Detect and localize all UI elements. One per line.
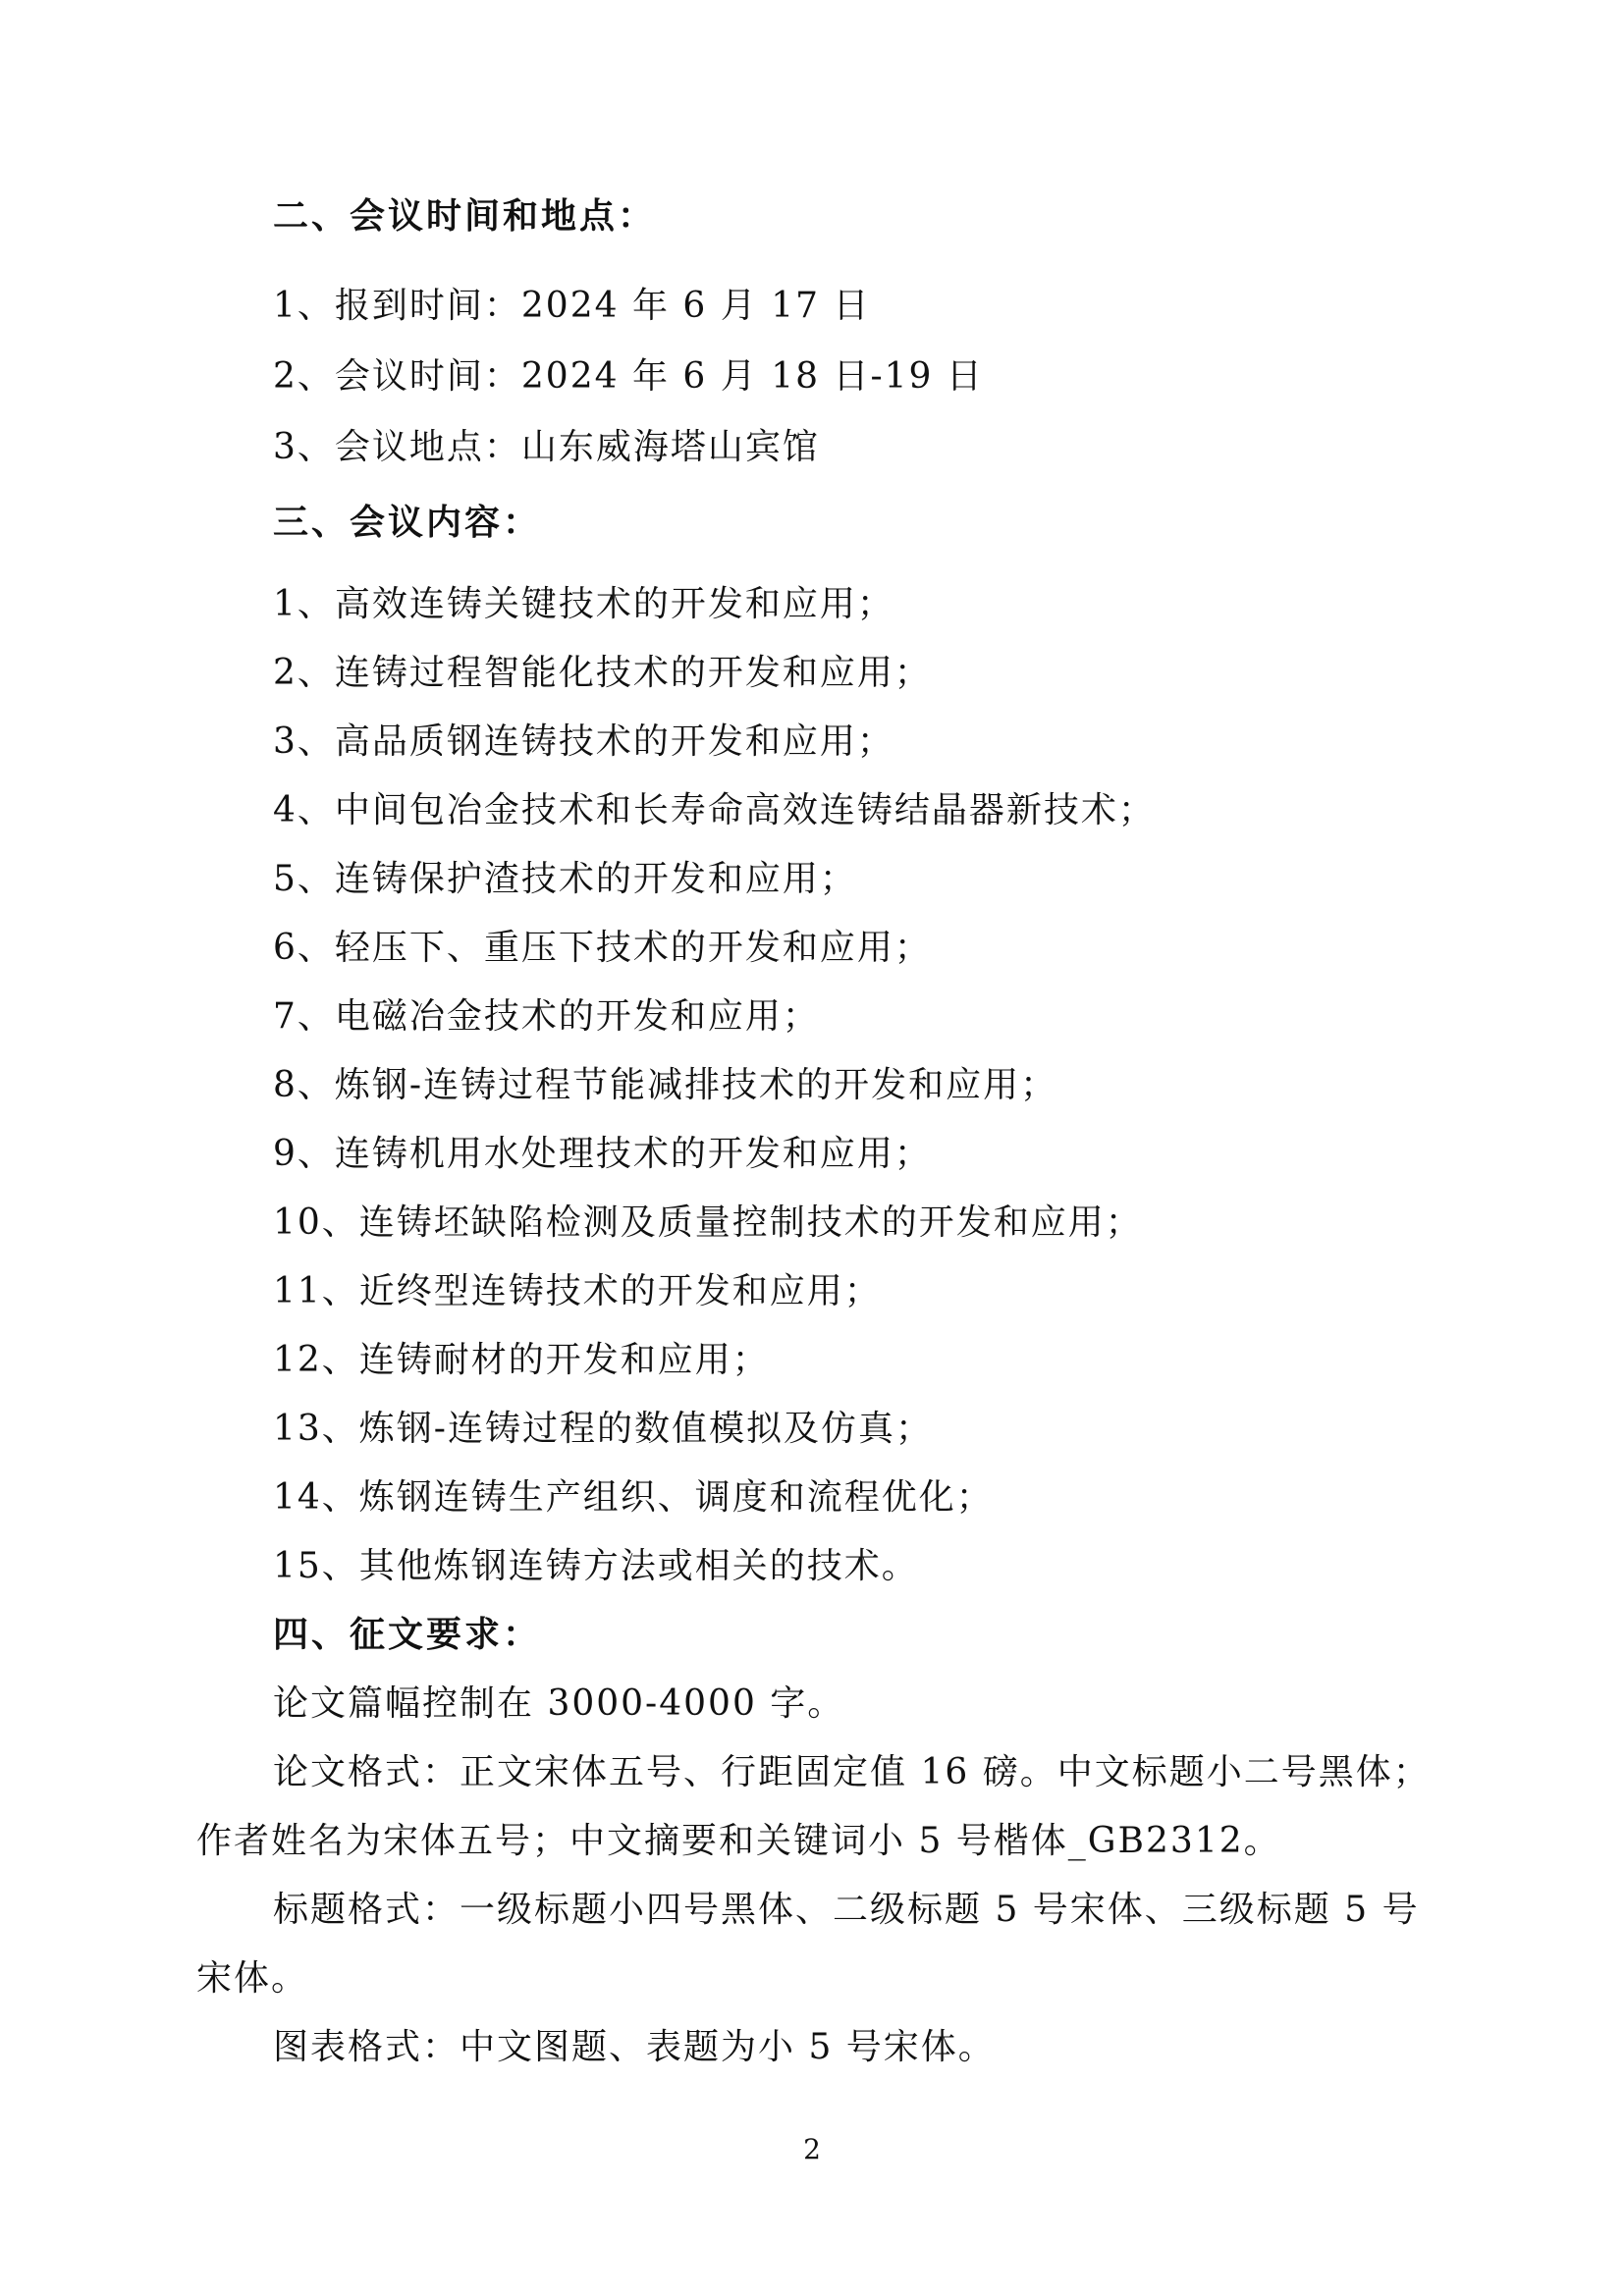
topic-item: 6、轻压下、重压下技术的开发和应用；	[273, 928, 932, 968]
topic-item: 14、炼钢连铸生产组织、调度和流程优化；	[273, 1477, 994, 1518]
topic-item: 13、炼钢-连铸过程的数值模拟及仿真；	[273, 1409, 933, 1449]
topic-item: 15、其他炼钢连铸方法或相关的技术。	[273, 1546, 919, 1586]
title-format-line1: 标题格式：一级标题小四号黑体、二级标题 5 号宋体、三级标题 5 号	[273, 1890, 1420, 1930]
schedule-item: 3、会议地点：山东威海塔山宾馆	[273, 427, 820, 467]
topic-item: 11、近终型连铸技术的开发和应用；	[273, 1271, 882, 1311]
paper-length: 论文篇幅控制在 3000-4000 字。	[273, 1683, 845, 1724]
topic-item: 8、炼钢-连铸过程节能减排技术的开发和应用；	[273, 1065, 1058, 1105]
section2-heading: 二、会议时间和地点：	[273, 196, 657, 237]
topic-item: 5、连铸保护渣技术的开发和应用；	[273, 859, 857, 899]
topic-item: 7、电磁冶金技术的开发和应用；	[273, 996, 820, 1037]
topic-item: 9、连铸机用水处理技术的开发和应用；	[273, 1134, 932, 1174]
topic-item: 12、连铸耐材的开发和应用；	[273, 1340, 770, 1380]
figure-format: 图表格式：中文图题、表题为小 5 号宋体。	[273, 2027, 996, 2067]
topic-item: 1、高效连铸关键技术的开发和应用；	[273, 584, 894, 624]
topic-item: 3、高品质钢连铸技术的开发和应用；	[273, 721, 894, 762]
section4-heading: 四、征文要求：	[273, 1615, 542, 1655]
title-format-line2: 宋体。	[196, 1958, 309, 1999]
section3-heading: 三、会议内容：	[273, 503, 542, 543]
schedule-item: 1、报到时间：2024 年 6 月 17 日	[273, 286, 871, 326]
paper-format-line1: 论文格式：正文宋体五号、行距固定值 16 磅。中文标题小二号黑体；	[273, 1752, 1431, 1792]
topic-item: 10、连铸坯缺陷检测及质量控制技术的开发和应用；	[273, 1202, 1143, 1243]
paper-format-line2: 作者姓名为宋体五号；中文摘要和关键词小 5 号楷体_GB2312。	[196, 1821, 1281, 1861]
topic-item: 4、中间包冶金技术和长寿命高效连铸结晶器新技术；	[273, 790, 1156, 830]
page-number: 2	[803, 2133, 821, 2165]
topic-item: 2、连铸过程智能化技术的开发和应用；	[273, 653, 932, 693]
schedule-item: 2、会议时间：2024 年 6 月 18 日-19 日	[273, 356, 984, 397]
